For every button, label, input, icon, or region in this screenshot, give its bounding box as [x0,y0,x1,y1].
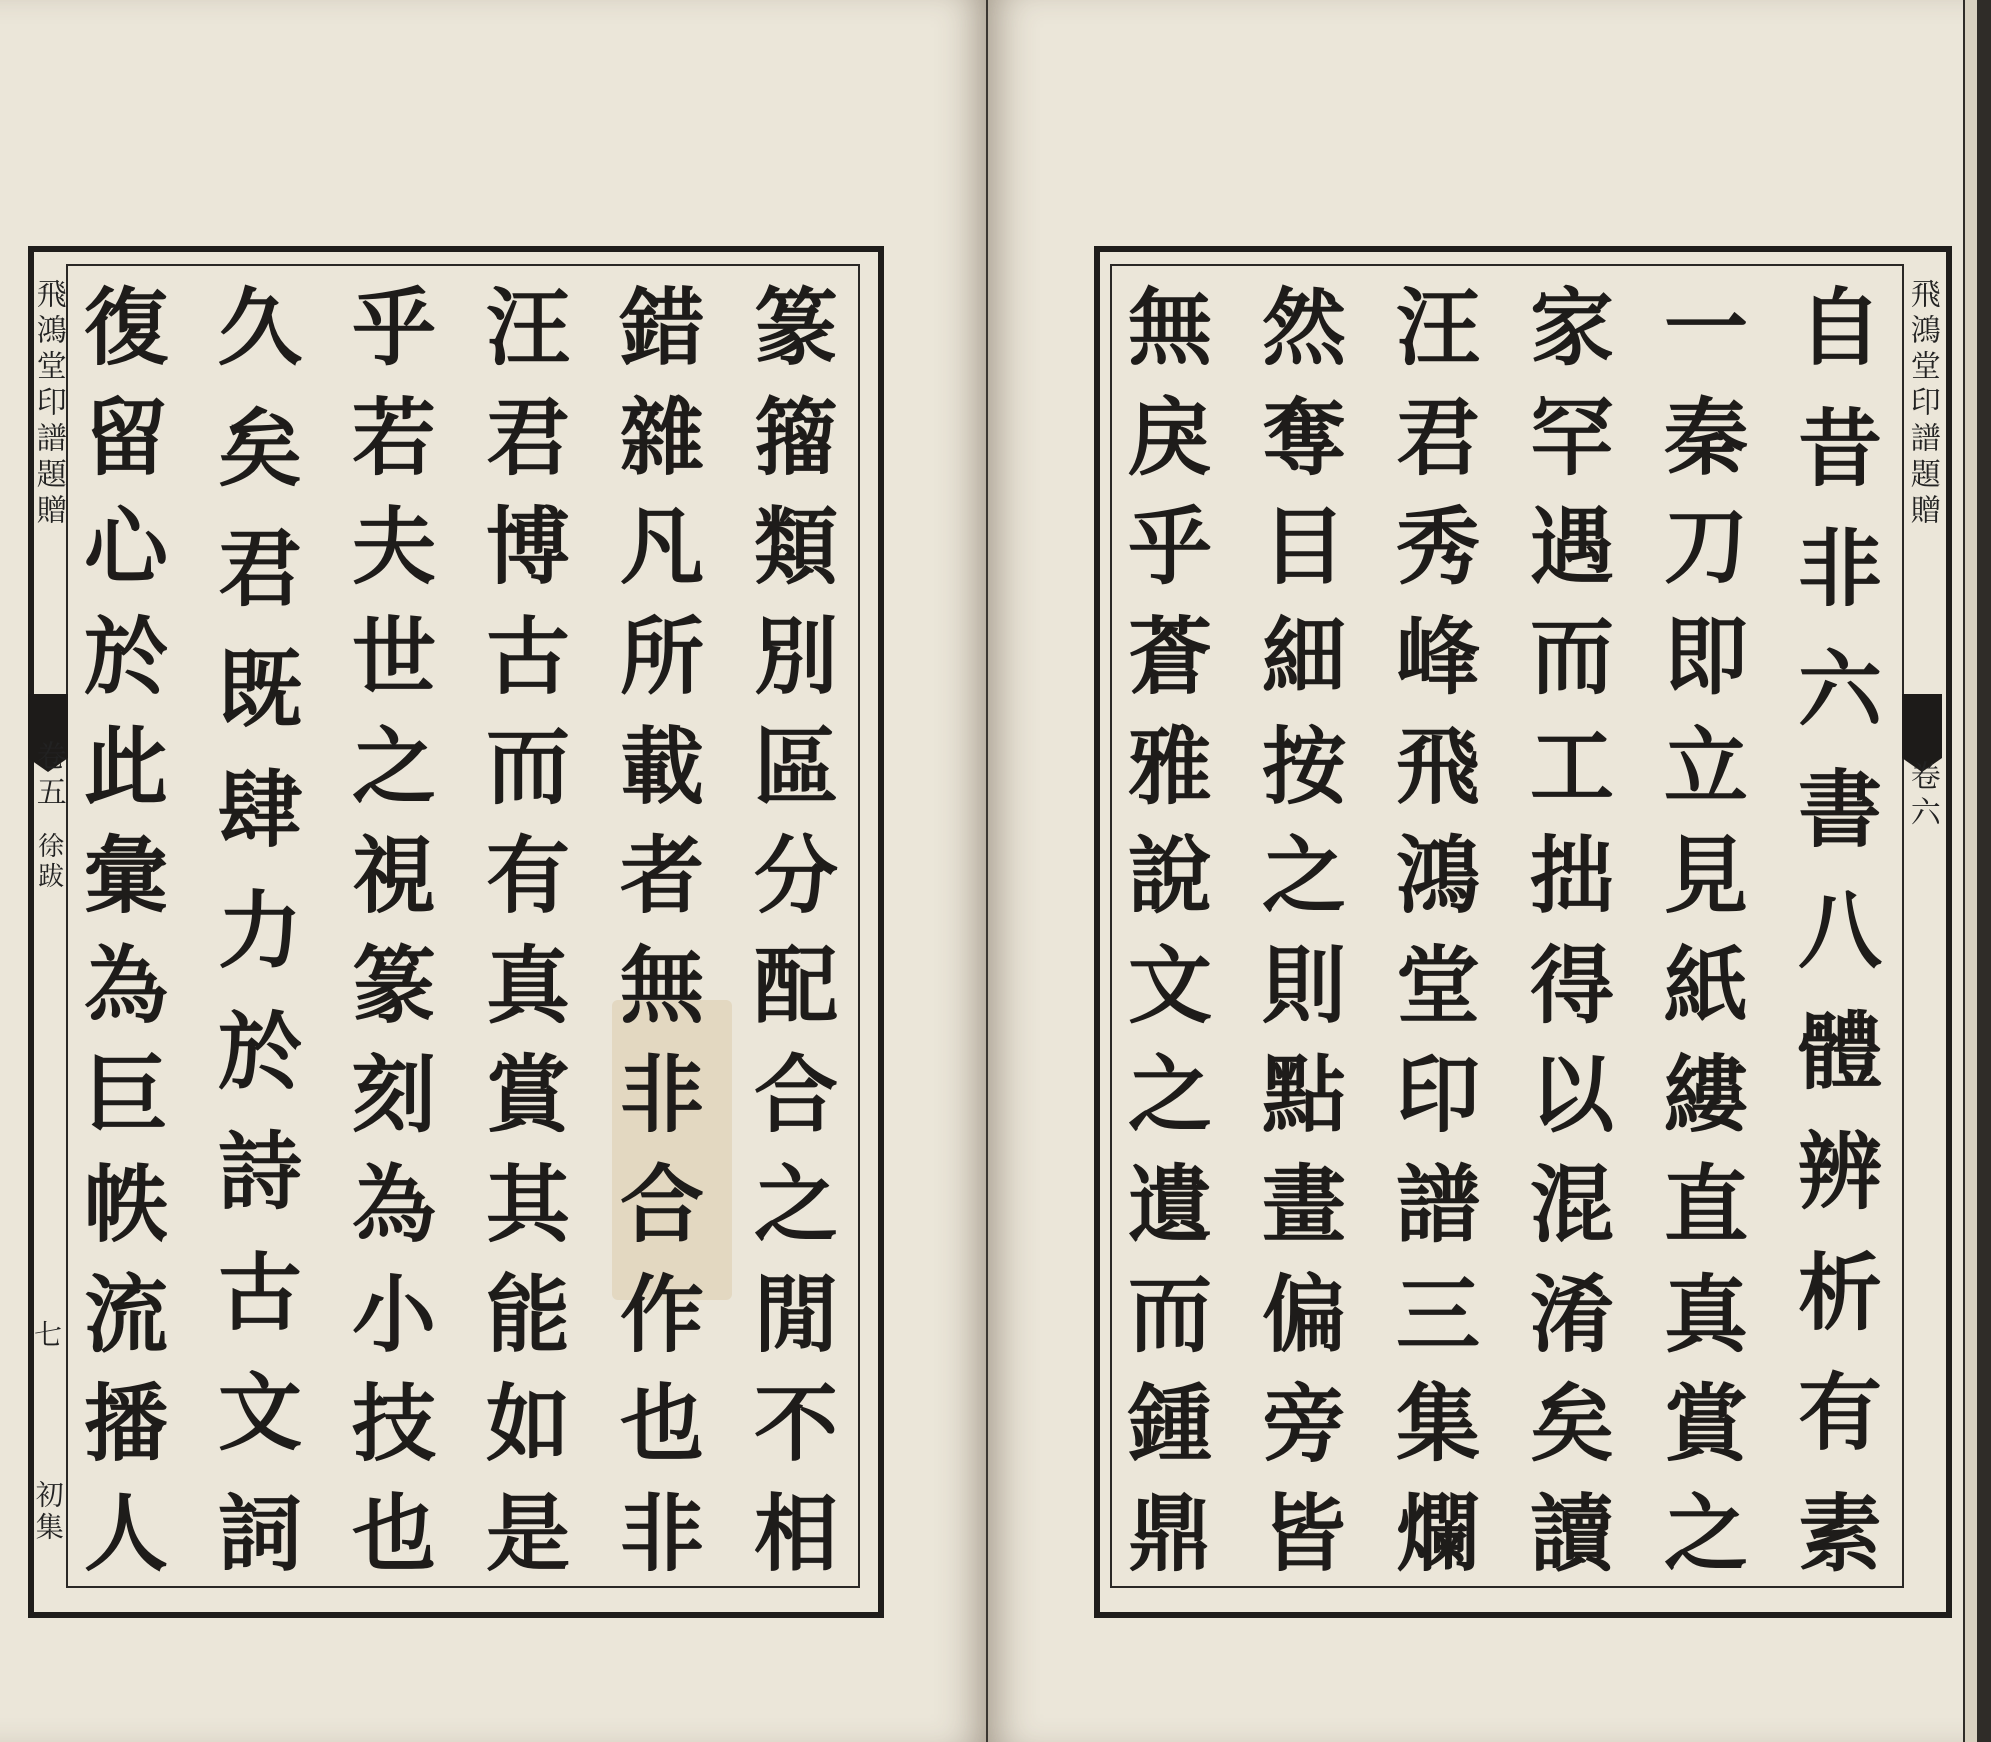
left-page [0,0,986,1742]
book-edge-highlight [1965,0,1977,1742]
left-text-column: 錯 雜 凡 所 載 者 無 非 合 作 也 非 [619,278,704,1583]
left-margin-collection-wrap [30,1480,66,1544]
right-text-column: 然 奪 目 細 按 之 則 點 畫 偏 旁 皆 [1261,278,1346,1583]
right-fishtail-mark [1902,694,1942,758]
left-margin-page: 七 [33,1318,62,1351]
left-text-column: 乎 若 夫 世 之 視 篆 刻 為 小 技 也 [351,278,436,1583]
right-text-column: 無 戾 乎 蒼 雅 說 文 之 遺 而 鍾 鼎 [1127,278,1212,1583]
left-margin-footer [30,1320,66,1349]
right-margin-volume: 卷六 [1904,760,1940,832]
right-margin-lower [1904,760,1940,832]
left-margin-column [30,278,66,1568]
right-text-columns [1120,278,1890,1583]
left-text-columns [76,278,846,1583]
left-margin-title: 飛鴻堂印譜題贈 [30,278,66,530]
right-text-column: 家 罕 遇 而 工 拙 得 以 混 淆 矣 讀 [1529,278,1614,1583]
right-text-column: 汪 君 秀 峰 飛 鴻 堂 印 譜 三 集 爛 [1395,278,1480,1583]
right-page [988,0,1963,1742]
left-text-column: 篆 籀 類 別 區 分 配 合 之 閒 不 相 [753,278,838,1583]
left-margin-lower [30,740,66,892]
left-text-column: 汪 君 博 古 而 有 真 賞 其 能 如 是 [485,278,570,1583]
left-text-column: 久 矣 君 既 肆 力 於 詩 古 文 詞 [217,278,302,1583]
left-margin-collection: 初集 [31,1480,65,1544]
right-margin-column [1904,278,1940,530]
left-margin-section: 徐跋 [33,832,64,892]
left-margin-volume: 卷五 [30,740,66,812]
left-text-column: 復 留 心 於 此 彙 為 巨 帙 流 播 人 [83,278,168,1583]
right-text-column: 自 昔 非 六 書 八 體 辨 析 有 素 [1797,278,1882,1583]
right-margin-title: 飛鴻堂印譜題贈 [1904,278,1940,530]
right-text-column: 一 秦 刀 即 立 見 紙 縷 直 真 賞 之 [1663,278,1748,1583]
